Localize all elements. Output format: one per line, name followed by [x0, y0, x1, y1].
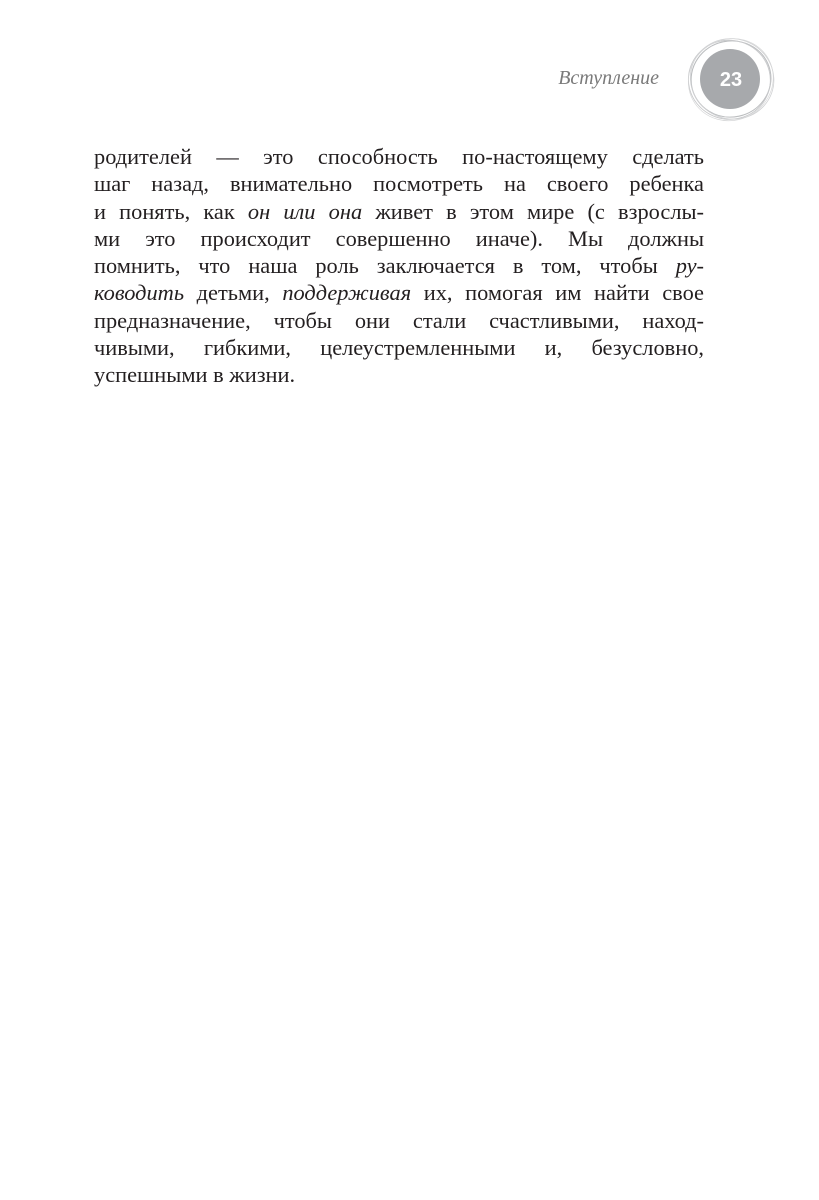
text-line: ми это происходит совершенно иначе). Мы должны: [94, 225, 704, 251]
text-line: успешными в жизни.: [94, 362, 296, 388]
text-line: чивыми, гибкими, целеустремленными и, безусловно,: [94, 335, 704, 361]
text-line: шаг назад, внимательно посмотреть на своего ребенка: [94, 171, 704, 197]
italic-segment: он или она: [247, 198, 363, 224]
section-title: Вступление: [558, 67, 659, 89]
body-paragraph: [94, 143, 704, 389]
text-segment: и понять, как: [94, 198, 248, 224]
text-line: [94, 279, 704, 306]
text-line: [94, 198, 704, 225]
text-segment: их, помогая им найти свое: [411, 280, 704, 306]
text-segment: помнить, что наша роль заключается в том, чтобы: [94, 253, 676, 279]
running-header: [0, 0, 819, 140]
text-segment: детьми,: [184, 280, 283, 306]
page-number: 23: [719, 69, 743, 91]
text-line: родителей — это способность по-настоящему сделать: [94, 144, 704, 169]
page-number-badge: [683, 33, 779, 129]
italic-segment: ководить: [94, 280, 185, 306]
text-line: предназначение, чтобы они стали счастливыми, наход-: [94, 307, 704, 333]
italic-segment: ру-: [675, 253, 704, 279]
italic-segment: поддерживая: [282, 280, 412, 306]
text-line: [94, 252, 704, 279]
text-segment: живет в этом мире (с взрослы-: [362, 198, 704, 224]
